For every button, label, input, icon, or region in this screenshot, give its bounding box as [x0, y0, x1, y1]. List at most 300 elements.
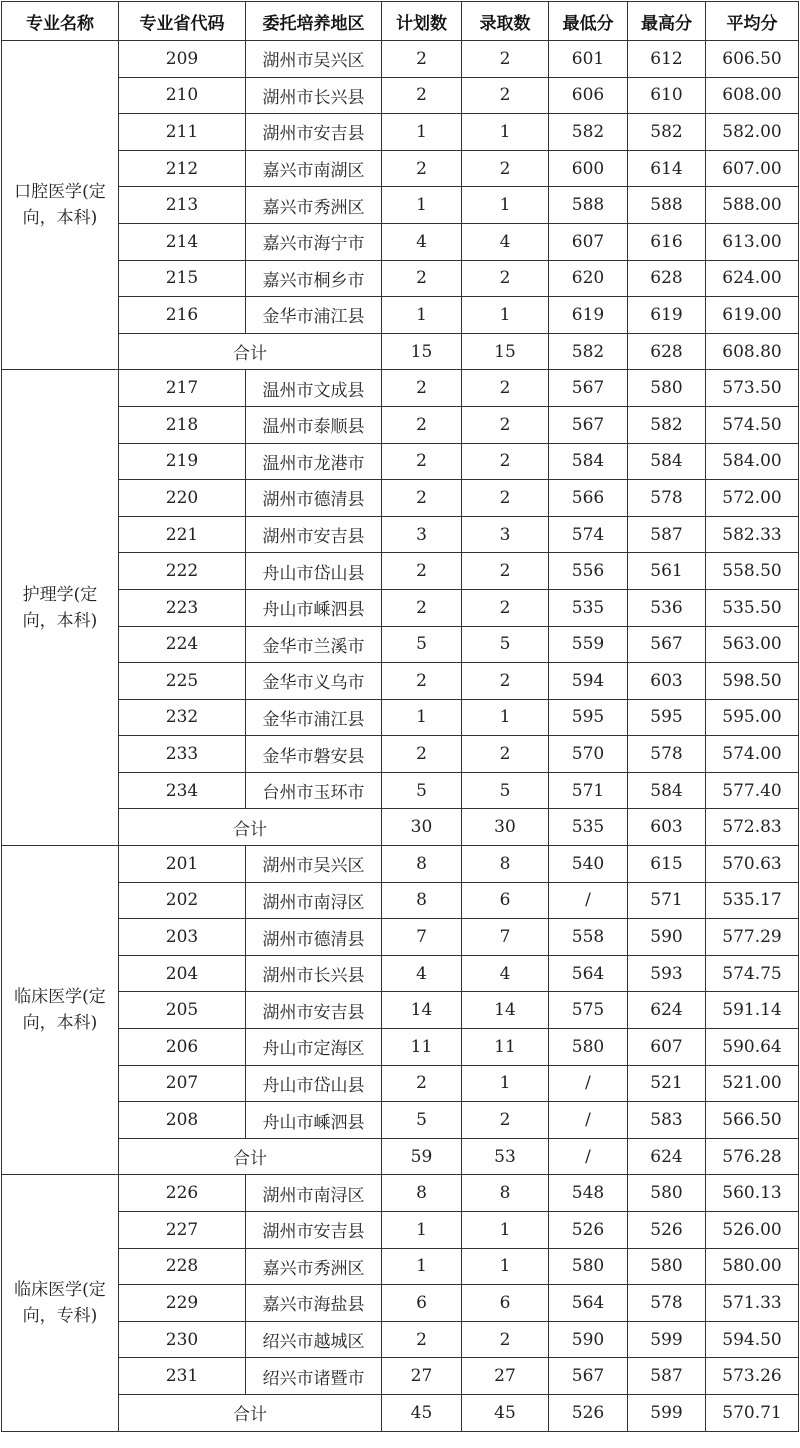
region-cell: 温州市泰顺县	[246, 406, 382, 443]
region-cell: 嘉兴市桐乡市	[246, 260, 382, 297]
admitted-cell: 11	[462, 1029, 549, 1066]
plan-cell: 2	[382, 736, 462, 773]
table-row	[2, 297, 799, 334]
min-score-cell: 600	[549, 150, 628, 187]
max-score-cell: 578	[628, 480, 706, 517]
admitted-cell: 2	[462, 553, 549, 590]
max-score-cell: 616	[628, 223, 706, 260]
plan-cell: 1	[382, 114, 462, 151]
avg-score-cell: 571.33	[706, 1285, 799, 1322]
plan-cell: 8	[382, 882, 462, 919]
table-row	[2, 260, 799, 297]
admitted-cell: 27	[462, 1358, 549, 1395]
table-row	[2, 589, 799, 626]
admitted-cell: 2	[462, 480, 549, 517]
region-cell: 湖州市安吉县	[246, 992, 382, 1029]
max-score-cell: 583	[628, 1102, 706, 1139]
plan-cell: 1	[382, 1248, 462, 1285]
max-score-cell: 628	[628, 260, 706, 297]
plan-cell: 1	[382, 699, 462, 736]
avg-score-cell: 573.26	[706, 1358, 799, 1395]
admitted-cell: 2	[462, 77, 549, 114]
header-max-score: 最高分	[628, 2, 706, 41]
admitted-cell: 3	[462, 516, 549, 553]
table-row	[2, 955, 799, 992]
total-plan-cell: 59	[382, 1138, 462, 1175]
max-score-cell: 526	[628, 1212, 706, 1249]
min-score-cell: 567	[549, 1358, 628, 1395]
total-row	[2, 809, 799, 846]
min-score-cell: /	[549, 882, 628, 919]
min-score-cell: 620	[549, 260, 628, 297]
max-score-cell: 580	[628, 1175, 706, 1212]
region-cell: 嘉兴市秀洲区	[246, 187, 382, 224]
total-label-cell: 合计	[119, 1394, 382, 1431]
max-score-cell: 584	[628, 772, 706, 809]
table-row	[2, 1102, 799, 1139]
code-cell: 231	[119, 1358, 246, 1395]
max-score-cell: 595	[628, 699, 706, 736]
code-cell: 210	[119, 77, 246, 114]
table-row	[2, 1175, 799, 1212]
total-row	[2, 1394, 799, 1431]
max-score-cell: 593	[628, 955, 706, 992]
total-min-score-cell: 582	[549, 333, 628, 370]
admitted-cell: 2	[462, 1102, 549, 1139]
total-row	[2, 333, 799, 370]
plan-cell: 6	[382, 1285, 462, 1322]
max-score-cell: 580	[628, 1248, 706, 1285]
plan-cell: 4	[382, 223, 462, 260]
table-row	[2, 480, 799, 517]
total-admitted-cell: 30	[462, 809, 549, 846]
total-plan-cell: 30	[382, 809, 462, 846]
max-score-cell: 587	[628, 516, 706, 553]
avg-score-cell: 535.17	[706, 882, 799, 919]
table-row	[2, 1285, 799, 1322]
table-row	[2, 1321, 799, 1358]
avg-score-cell: 563.00	[706, 626, 799, 663]
max-score-cell: 578	[628, 1285, 706, 1322]
table-row	[2, 406, 799, 443]
region-cell: 嘉兴市海盐县	[246, 1285, 382, 1322]
avg-score-cell: 608.00	[706, 77, 799, 114]
header-min-score: 最低分	[549, 2, 628, 41]
plan-cell: 7	[382, 919, 462, 956]
max-score-cell: 561	[628, 553, 706, 590]
code-cell: 208	[119, 1102, 246, 1139]
admitted-cell: 2	[462, 41, 549, 78]
code-cell: 203	[119, 919, 246, 956]
min-score-cell: 564	[549, 1285, 628, 1322]
max-score-cell: 607	[628, 1029, 706, 1066]
admitted-cell: 1	[462, 1212, 549, 1249]
avg-score-cell: 591.14	[706, 992, 799, 1029]
code-cell: 227	[119, 1212, 246, 1249]
code-cell: 205	[119, 992, 246, 1029]
min-score-cell: 567	[549, 406, 628, 443]
admitted-cell: 5	[462, 626, 549, 663]
total-min-score-cell: /	[549, 1138, 628, 1175]
admitted-cell: 8	[462, 846, 549, 883]
avg-score-cell: 558.50	[706, 553, 799, 590]
code-cell: 206	[119, 1029, 246, 1066]
total-label-cell: 合计	[119, 333, 382, 370]
plan-cell: 1	[382, 297, 462, 334]
region-cell: 舟山市嵊泗县	[246, 1102, 382, 1139]
max-score-cell: 590	[628, 919, 706, 956]
admitted-cell: 1	[462, 114, 549, 151]
plan-cell: 8	[382, 846, 462, 883]
code-cell: 221	[119, 516, 246, 553]
code-cell: 211	[119, 114, 246, 151]
admitted-cell: 4	[462, 955, 549, 992]
header-avg-score: 平均分	[706, 2, 799, 41]
code-cell: 228	[119, 1248, 246, 1285]
plan-cell: 8	[382, 1175, 462, 1212]
table-row	[2, 882, 799, 919]
admitted-cell: 2	[462, 370, 549, 407]
min-score-cell: 582	[549, 114, 628, 151]
plan-cell: 2	[382, 553, 462, 590]
min-score-cell: 556	[549, 553, 628, 590]
admitted-cell: 2	[462, 443, 549, 480]
avg-score-cell: 566.50	[706, 1102, 799, 1139]
avg-score-cell: 624.00	[706, 260, 799, 297]
avg-score-cell: 594.50	[706, 1321, 799, 1358]
code-cell: 201	[119, 846, 246, 883]
admitted-cell: 1	[462, 699, 549, 736]
table-row	[2, 626, 799, 663]
region-cell: 湖州市南浔区	[246, 1175, 382, 1212]
avg-score-cell: 574.00	[706, 736, 799, 773]
avg-score-cell: 619.00	[706, 297, 799, 334]
min-score-cell: 580	[549, 1248, 628, 1285]
total-max-score-cell: 603	[628, 809, 706, 846]
max-score-cell: 582	[628, 406, 706, 443]
code-cell: 213	[119, 187, 246, 224]
code-cell: 234	[119, 772, 246, 809]
table-row	[2, 1065, 799, 1102]
max-score-cell: 521	[628, 1065, 706, 1102]
region-cell: 湖州市长兴县	[246, 955, 382, 992]
region-cell: 嘉兴市南湖区	[246, 150, 382, 187]
header-major-name: 专业名称	[2, 2, 119, 41]
region-cell: 湖州市吴兴区	[246, 846, 382, 883]
min-score-cell: 564	[549, 955, 628, 992]
min-score-cell: 570	[549, 736, 628, 773]
avg-score-cell: 577.29	[706, 919, 799, 956]
table-row	[2, 443, 799, 480]
code-cell: 202	[119, 882, 246, 919]
header-row	[2, 2, 799, 41]
max-score-cell: 584	[628, 443, 706, 480]
avg-score-cell: 521.00	[706, 1065, 799, 1102]
table-row	[2, 663, 799, 700]
table-row	[2, 919, 799, 956]
region-cell: 湖州市德清县	[246, 480, 382, 517]
total-admitted-cell: 53	[462, 1138, 549, 1175]
min-score-cell: 540	[549, 846, 628, 883]
admitted-cell: 1	[462, 297, 549, 334]
table-row	[2, 1248, 799, 1285]
table-row	[2, 736, 799, 773]
major-name-cell: 口腔医学(定向，本科)	[2, 41, 119, 370]
total-max-score-cell: 599	[628, 1394, 706, 1431]
region-cell: 金华市义乌市	[246, 663, 382, 700]
max-score-cell: 578	[628, 736, 706, 773]
total-max-score-cell: 624	[628, 1138, 706, 1175]
table-header	[2, 2, 799, 41]
code-cell: 204	[119, 955, 246, 992]
code-cell: 217	[119, 370, 246, 407]
code-cell: 215	[119, 260, 246, 297]
table-row	[2, 1212, 799, 1249]
admitted-cell: 14	[462, 992, 549, 1029]
avg-score-cell: 598.50	[706, 663, 799, 700]
region-cell: 湖州市安吉县	[246, 516, 382, 553]
plan-cell: 5	[382, 772, 462, 809]
major-name-cell: 临床医学(定向，本科)	[2, 846, 119, 1175]
admitted-cell: 2	[462, 736, 549, 773]
min-score-cell: 567	[549, 370, 628, 407]
max-score-cell: 614	[628, 150, 706, 187]
table-row	[2, 772, 799, 809]
total-avg-score-cell: 570.71	[706, 1394, 799, 1431]
admitted-cell: 5	[462, 772, 549, 809]
admitted-cell: 6	[462, 882, 549, 919]
plan-cell: 2	[382, 406, 462, 443]
header-region: 委托培养地区	[246, 2, 382, 41]
min-score-cell: 571	[549, 772, 628, 809]
total-avg-score-cell: 608.80	[706, 333, 799, 370]
admitted-cell: 2	[462, 260, 549, 297]
major-name-cell: 临床医学(定向，专科)	[2, 1175, 119, 1431]
max-score-cell: 587	[628, 1358, 706, 1395]
total-min-score-cell: 535	[549, 809, 628, 846]
code-cell: 212	[119, 150, 246, 187]
max-score-cell: 580	[628, 370, 706, 407]
total-min-score-cell: 526	[549, 1394, 628, 1431]
region-cell: 湖州市南浔区	[246, 882, 382, 919]
min-score-cell: 526	[549, 1212, 628, 1249]
region-cell: 绍兴市越城区	[246, 1321, 382, 1358]
plan-cell: 11	[382, 1029, 462, 1066]
max-score-cell: 571	[628, 882, 706, 919]
region-cell: 台州市玉环市	[246, 772, 382, 809]
code-cell: 226	[119, 1175, 246, 1212]
total-avg-score-cell: 572.83	[706, 809, 799, 846]
code-cell: 216	[119, 297, 246, 334]
min-score-cell: 574	[549, 516, 628, 553]
region-cell: 湖州市安吉县	[246, 1212, 382, 1249]
max-score-cell: 624	[628, 992, 706, 1029]
region-cell: 温州市文成县	[246, 370, 382, 407]
avg-score-cell: 590.64	[706, 1029, 799, 1066]
min-score-cell: 588	[549, 187, 628, 224]
admitted-cell: 2	[462, 589, 549, 626]
plan-cell: 2	[382, 150, 462, 187]
code-cell: 219	[119, 443, 246, 480]
max-score-cell: 615	[628, 846, 706, 883]
plan-cell: 5	[382, 1102, 462, 1139]
code-cell: 230	[119, 1321, 246, 1358]
avg-score-cell: 584.00	[706, 443, 799, 480]
min-score-cell: /	[549, 1065, 628, 1102]
admitted-cell: 2	[462, 1321, 549, 1358]
code-cell: 232	[119, 699, 246, 736]
plan-cell: 2	[382, 1065, 462, 1102]
avg-score-cell: 595.00	[706, 699, 799, 736]
table-row	[2, 114, 799, 151]
admitted-cell: 6	[462, 1285, 549, 1322]
total-admitted-cell: 45	[462, 1394, 549, 1431]
total-plan-cell: 45	[382, 1394, 462, 1431]
region-cell: 嘉兴市秀洲区	[246, 1248, 382, 1285]
code-cell: 224	[119, 626, 246, 663]
max-score-cell: 619	[628, 297, 706, 334]
code-cell: 214	[119, 223, 246, 260]
max-score-cell: 588	[628, 187, 706, 224]
region-cell: 湖州市吴兴区	[246, 41, 382, 78]
max-score-cell: 536	[628, 589, 706, 626]
min-score-cell: 601	[549, 41, 628, 78]
plan-cell: 4	[382, 955, 462, 992]
avg-score-cell: 588.00	[706, 187, 799, 224]
avg-score-cell: 574.75	[706, 955, 799, 992]
admitted-cell: 8	[462, 1175, 549, 1212]
total-label-cell: 合计	[119, 1138, 382, 1175]
avg-score-cell: 570.63	[706, 846, 799, 883]
table-row	[2, 150, 799, 187]
region-cell: 湖州市德清县	[246, 919, 382, 956]
table-row	[2, 77, 799, 114]
plan-cell: 2	[382, 260, 462, 297]
avg-score-cell: 606.50	[706, 41, 799, 78]
admitted-cell: 7	[462, 919, 549, 956]
plan-cell: 2	[382, 443, 462, 480]
avg-score-cell: 573.50	[706, 370, 799, 407]
admission-scores-table	[1, 1, 799, 1432]
table-row	[2, 187, 799, 224]
admitted-cell: 1	[462, 1065, 549, 1102]
code-cell: 207	[119, 1065, 246, 1102]
admission-table-container	[1, 1, 798, 1432]
code-cell: 220	[119, 480, 246, 517]
plan-cell: 2	[382, 77, 462, 114]
max-score-cell: 599	[628, 1321, 706, 1358]
plan-cell: 2	[382, 370, 462, 407]
table-row	[2, 1358, 799, 1395]
avg-score-cell: 572.00	[706, 480, 799, 517]
plan-cell: 2	[382, 663, 462, 700]
min-score-cell: 566	[549, 480, 628, 517]
total-label-cell: 合计	[119, 809, 382, 846]
min-score-cell: 575	[549, 992, 628, 1029]
avg-score-cell: 582.00	[706, 114, 799, 151]
avg-score-cell: 574.50	[706, 406, 799, 443]
region-cell: 嘉兴市海宁市	[246, 223, 382, 260]
avg-score-cell: 577.40	[706, 772, 799, 809]
plan-cell: 2	[382, 1321, 462, 1358]
table-row	[2, 1029, 799, 1066]
code-cell: 209	[119, 41, 246, 78]
min-score-cell: /	[549, 1102, 628, 1139]
table-row	[2, 223, 799, 260]
max-score-cell: 582	[628, 114, 706, 151]
total-max-score-cell: 628	[628, 333, 706, 370]
min-score-cell: 580	[549, 1029, 628, 1066]
plan-cell: 1	[382, 187, 462, 224]
region-cell: 金华市浦江县	[246, 699, 382, 736]
code-cell: 222	[119, 553, 246, 590]
total-admitted-cell: 15	[462, 333, 549, 370]
admitted-cell: 4	[462, 223, 549, 260]
plan-cell: 1	[382, 1212, 462, 1249]
code-cell: 218	[119, 406, 246, 443]
table-row	[2, 370, 799, 407]
region-cell: 湖州市长兴县	[246, 77, 382, 114]
admitted-cell: 2	[462, 150, 549, 187]
table-row	[2, 699, 799, 736]
total-avg-score-cell: 576.28	[706, 1138, 799, 1175]
avg-score-cell: 613.00	[706, 223, 799, 260]
max-score-cell: 603	[628, 663, 706, 700]
min-score-cell: 535	[549, 589, 628, 626]
max-score-cell: 567	[628, 626, 706, 663]
region-cell: 金华市磐安县	[246, 736, 382, 773]
region-cell: 绍兴市诸暨市	[246, 1358, 382, 1395]
admitted-cell: 1	[462, 187, 549, 224]
total-row	[2, 1138, 799, 1175]
avg-score-cell: 526.00	[706, 1212, 799, 1249]
table-row	[2, 846, 799, 883]
table-row	[2, 992, 799, 1029]
region-cell: 舟山市岱山县	[246, 553, 382, 590]
total-plan-cell: 15	[382, 333, 462, 370]
avg-score-cell: 607.00	[706, 150, 799, 187]
plan-cell: 2	[382, 41, 462, 78]
max-score-cell: 612	[628, 41, 706, 78]
avg-score-cell: 535.50	[706, 589, 799, 626]
table-row	[2, 553, 799, 590]
header-plan-count: 计划数	[382, 2, 462, 41]
admitted-cell: 2	[462, 406, 549, 443]
code-cell: 225	[119, 663, 246, 700]
header-admitted-count: 录取数	[462, 2, 549, 41]
region-cell: 湖州市安吉县	[246, 114, 382, 151]
region-cell: 舟山市定海区	[246, 1029, 382, 1066]
major-name-cell: 护理学(定向，本科)	[2, 370, 119, 846]
avg-score-cell: 582.33	[706, 516, 799, 553]
min-score-cell: 594	[549, 663, 628, 700]
table-row	[2, 41, 799, 78]
avg-score-cell: 560.13	[706, 1175, 799, 1212]
header-major-code: 专业省代码	[119, 2, 246, 41]
avg-score-cell: 580.00	[706, 1248, 799, 1285]
admitted-cell: 2	[462, 663, 549, 700]
region-cell: 舟山市岱山县	[246, 1065, 382, 1102]
plan-cell: 2	[382, 589, 462, 626]
code-cell: 223	[119, 589, 246, 626]
max-score-cell: 610	[628, 77, 706, 114]
min-score-cell: 590	[549, 1321, 628, 1358]
min-score-cell: 595	[549, 699, 628, 736]
region-cell: 金华市浦江县	[246, 297, 382, 334]
min-score-cell: 607	[549, 223, 628, 260]
min-score-cell: 558	[549, 919, 628, 956]
plan-cell: 14	[382, 992, 462, 1029]
